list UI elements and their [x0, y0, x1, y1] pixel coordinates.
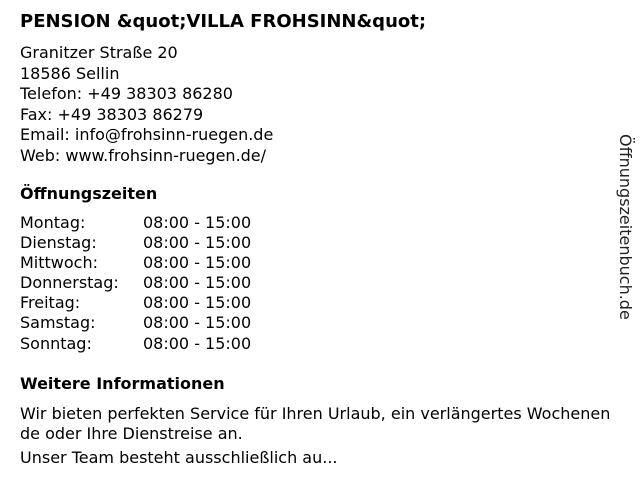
phone-number: Telefon: +49 38303 86280: [20, 84, 233, 103]
day-label: Samstag:: [20, 313, 96, 333]
hours-row-thursday: [20, 273, 251, 293]
day-label: Donnerstag:: [20, 273, 119, 293]
time-range: 08:00 - 15:00: [143, 253, 252, 273]
day-label: Sonntag:: [20, 333, 92, 353]
hours-row-wednesday: [20, 253, 251, 273]
email-address: Email: info@frohsinn-ruegen.de: [20, 125, 274, 144]
more-info-heading: Weitere Informationen: [20, 374, 225, 393]
day-label: Mittwoch:: [20, 253, 98, 273]
contact-block: [20, 43, 273, 166]
time-range: 08:00 - 15:00: [143, 273, 252, 293]
opening-hours-list: [20, 213, 251, 354]
hours-row-sunday: [20, 334, 251, 354]
info-paragraph: Wir bieten perfekten Service für Ihren Urlaub, ein verlängertes Wochenende oder Ihre Dienstreise an.: [20, 404, 611, 443]
site-watermark: Öffnungszeitenbuch.de: [616, 134, 635, 320]
street-address: Granitzer Straße 20: [20, 43, 178, 62]
day-label: Freitag:: [20, 293, 81, 313]
fax-number: Fax: +49 38303 86279: [20, 104, 204, 124]
hours-row-monday: [20, 213, 251, 233]
hours-row-friday: [20, 293, 251, 313]
day-label: Montag:: [20, 213, 86, 232]
hours-row-tuesday: [20, 233, 251, 253]
day-label: Dienstag:: [20, 233, 97, 253]
info-paragraph-truncated: Unser Team besteht ausschließlich au...: [20, 448, 338, 467]
more-info-text: [20, 404, 616, 468]
time-range: 08:00 - 15:00: [143, 293, 252, 313]
business-title: PENSION &quot;VILLA FROHSINN&quot;: [20, 11, 427, 32]
hours-row-saturday: [20, 313, 251, 333]
time-range: 08:00 - 15:00: [143, 213, 252, 232]
postal-city: 18586 Sellin: [20, 63, 120, 83]
time-range: 08:00 - 15:00: [143, 233, 252, 253]
time-range: 08:00 - 15:00: [143, 313, 252, 333]
website-address: Web: www.frohsinn-ruegen.de/: [20, 145, 267, 165]
time-range: 08:00 - 15:00: [143, 333, 252, 353]
opening-hours-heading: Öffnungszeiten: [20, 184, 158, 203]
